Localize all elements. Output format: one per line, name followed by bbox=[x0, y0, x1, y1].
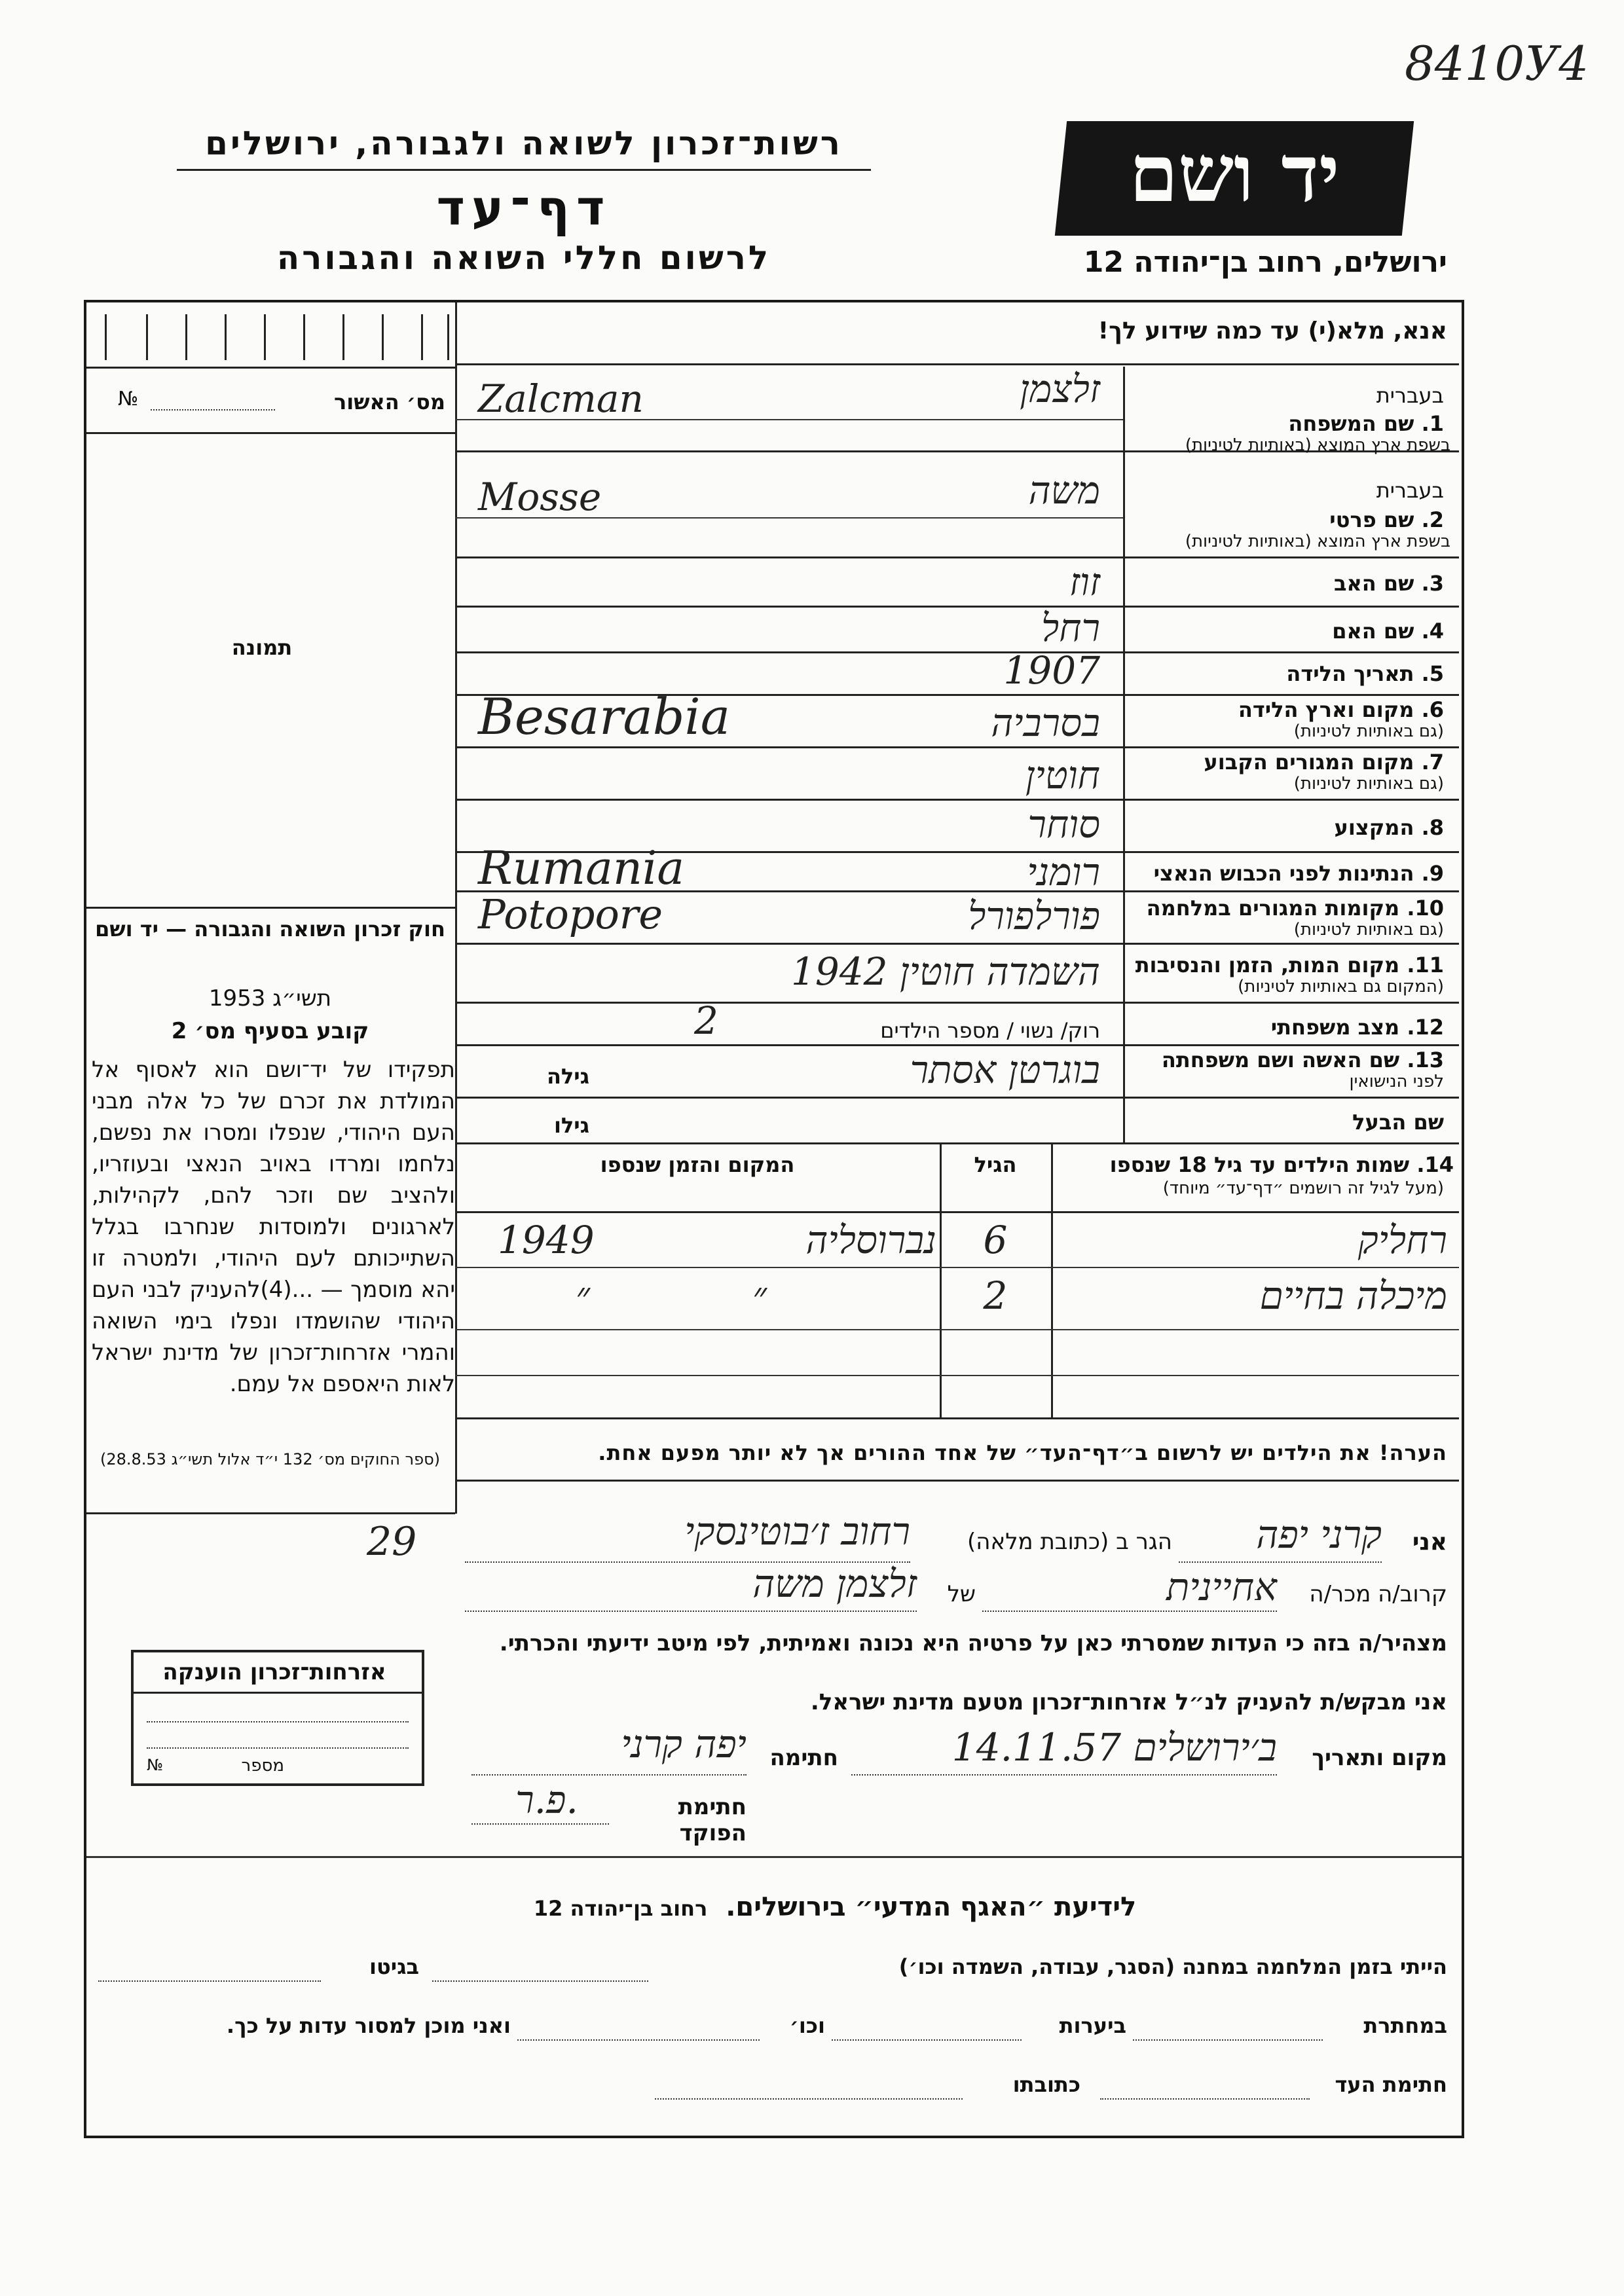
marital-options: רוק/ נשוי / מספר הילדים bbox=[880, 1018, 1100, 1043]
form-subtitle: לרשום חללי השואה והגבורה bbox=[276, 239, 771, 277]
field-6-sub: (גם באותיות לטיניות) bbox=[1293, 721, 1444, 741]
field-6-label: 6. מקום וארץ הלידה bbox=[1238, 697, 1444, 722]
birth-place-latin[interactable]: Besarabia bbox=[478, 687, 731, 746]
label-column-divider bbox=[1123, 367, 1125, 1142]
field-11-label: 11. מקום המות, הזמן והנסיבות bbox=[1135, 953, 1444, 977]
field-12-label: 12. מצב משפחתי bbox=[1270, 1015, 1444, 1040]
field-8-label: 8. המקצוע bbox=[1334, 815, 1444, 840]
child-1-name[interactable]: רחליק bbox=[1357, 1218, 1447, 1262]
child-1-place[interactable]: נברוסליה bbox=[805, 1218, 936, 1262]
husband-label: שם הבעל bbox=[1352, 1110, 1444, 1135]
law-reference: (ספר החוקים מס׳ 132 י״ד אלול תשי״ג 28.8.53) bbox=[100, 1450, 441, 1468]
child-2-place[interactable]: ״ bbox=[752, 1273, 767, 1318]
archive-number: 8410У4 bbox=[1405, 36, 1589, 91]
field-2-sub: בשפת ארץ המוצא (באותיות לטיניות) bbox=[1185, 532, 1450, 551]
declarant-address[interactable]: רחוב ז׳בוטינסקי bbox=[684, 1509, 910, 1554]
officer-signature[interactable]: פ.ר. bbox=[515, 1777, 578, 1822]
first-name-hebrew[interactable]: משה bbox=[1028, 468, 1100, 513]
wartime-residence[interactable]: פורלפורל bbox=[968, 894, 1100, 938]
footer-forests-label: ביערות bbox=[1059, 2013, 1126, 2038]
citizenship-request: אני מבקש/ת להעניק לנ״ל אזרחות־זכרון מטעם מדינת ישראל. bbox=[810, 1689, 1447, 1715]
field-10-sub: (גם באותיות לטיניות) bbox=[1293, 920, 1444, 939]
wife-age-label: גילה bbox=[546, 1064, 589, 1089]
mother-name[interactable]: רחל bbox=[1041, 606, 1100, 650]
place-date-label: מקום ותאריך bbox=[1312, 1745, 1447, 1771]
form-title: דף־עד bbox=[436, 180, 612, 236]
first-name-latin[interactable]: Mosse bbox=[478, 475, 602, 519]
law-section: קובע בסעיף מס׳ 2 bbox=[171, 1018, 369, 1044]
citizenship[interactable]: רומני bbox=[1027, 850, 1100, 894]
law-text: תפקידו של יד־ושם הוא לאסוף אל המולדת את זכרם של כל אלה מבני העם היהודי, שנפלו ומסרו את נפשם, נלחמו ומרדו באויב הנאצי ובעוזריו, ולהציב שם וזכר להם, לקהילות, לארגונים ולמוסדות שנחרבו בגלל השתייכותם לעם היהודי, ולמטרה זו יהא מוסמך — ...(4)להעניק לבני העם היהודי שהושמדו ונפלו בימי השואה והמרי אזרחות־זכרון של מדינת ישראל לאות היאספם אל עמם. bbox=[92, 1057, 455, 1397]
field-1-sub: בשפת ארץ המוצא (באותיות לטיניות) bbox=[1185, 435, 1450, 455]
husband-age-label: גילו bbox=[553, 1113, 589, 1138]
intro-text: אנא, מלא(י) עד כמה שידוע לך! bbox=[1098, 318, 1447, 344]
children-sub: (מעל לגיל זה רושמים ״דף־עד״ מיוחד) bbox=[1162, 1178, 1444, 1198]
approval-label: מס׳ האשור bbox=[333, 390, 445, 414]
footer-underground-label: במחתרת bbox=[1363, 2013, 1447, 2038]
approval-no-symbol: № bbox=[118, 388, 139, 410]
relative-label: קרוב/ה מכר/ה bbox=[1309, 1581, 1447, 1607]
family-name-latin[interactable]: Zalcman bbox=[478, 376, 644, 421]
footer-title: לידיעת ״האגף המדעי״ בירושלים. רחוב בן־יהודה 12 bbox=[533, 1892, 1137, 1922]
residence[interactable]: חוטין bbox=[1025, 753, 1100, 797]
field-13-sub: לפני הנישואין bbox=[1349, 1072, 1444, 1091]
child-1-age[interactable]: 6 bbox=[983, 1218, 1008, 1262]
footer-etc-label: וכו׳ bbox=[789, 2013, 825, 2038]
victim-name-repeat[interactable]: זלצמן משה bbox=[752, 1561, 917, 1606]
intro-rule bbox=[455, 363, 1459, 365]
child-2-age[interactable]: 2 bbox=[983, 1273, 1008, 1318]
place-date[interactable]: ב׳ירושלים 14.11.57 bbox=[951, 1725, 1277, 1770]
underground-field[interactable] bbox=[1133, 2039, 1323, 2041]
relation[interactable]: אחיינית bbox=[1166, 1565, 1277, 1609]
declarant-name[interactable]: קרני יפה bbox=[1256, 1512, 1382, 1557]
certificate-box bbox=[131, 1650, 424, 1786]
birth-place-hebrew[interactable]: בסרביה bbox=[991, 701, 1100, 745]
field-1-label: 1. שם המשפחה bbox=[1288, 411, 1444, 436]
declaration-statement: מצהיר/ה בזה כי העדות שמסרתי כאן על פרטיה היא נכונה ואמיתית, לפי מיטב ידיעתי והכרתי. bbox=[499, 1630, 1447, 1656]
certificate-no-symbol: № bbox=[147, 1756, 163, 1774]
code-boxes bbox=[105, 314, 449, 360]
children-count[interactable]: 2 bbox=[694, 998, 718, 1043]
signature[interactable]: יפה קרני bbox=[621, 1722, 747, 1766]
officer-label: חתימת הפוקד bbox=[678, 1794, 747, 1846]
left-column-divider bbox=[455, 302, 457, 1514]
field-11-sub: (המקום גם באותיות לטיניות) bbox=[1238, 977, 1444, 996]
field-9-label: 9. הנתינות לפני הכבוש הנאצי bbox=[1153, 861, 1444, 886]
certificate-label: אזרחות־זכרון הוענקה bbox=[162, 1659, 386, 1685]
children-label: 14. שמות הילדים עד גיל 18 שנספו bbox=[1109, 1152, 1454, 1177]
of-label: של bbox=[947, 1581, 976, 1607]
wartime-residence-latin[interactable]: Potopore bbox=[478, 890, 663, 938]
witness-address-field[interactable] bbox=[655, 2098, 963, 2100]
field-7-label: 7. מקום המגורים הקבוע bbox=[1204, 750, 1444, 774]
field-13-label: 13. שם האשה ושם משפחתה bbox=[1161, 1048, 1444, 1072]
camp-field[interactable] bbox=[432, 1980, 648, 1982]
resident-label: הגר ב (כתובת מלאה) bbox=[967, 1529, 1172, 1555]
child-1-year[interactable]: 1949 bbox=[498, 1218, 595, 1262]
logo-text: יד ושם bbox=[1129, 128, 1340, 220]
signature-label: חתימה bbox=[769, 1745, 838, 1771]
field-2-hebrew-label: בעברית bbox=[1376, 478, 1444, 503]
field-3-label: 3. שם האב bbox=[1333, 571, 1444, 596]
certificate-no-label: מספר bbox=[241, 1756, 284, 1776]
profession[interactable]: סוחר bbox=[1027, 802, 1100, 847]
logo-address: ירושלים, רחוב בן־יהודה 12 bbox=[1083, 246, 1447, 279]
witness-signature-field[interactable] bbox=[1100, 2098, 1310, 2100]
approval-field[interactable] bbox=[151, 409, 275, 410]
note: הערה! את הילדים יש לרשום ב״דף־העד״ של אחד ההורים אך לא יותר מפעם אחת. bbox=[598, 1440, 1447, 1465]
footer-camp-label: הייתי בזמן המלחמה במחנה (הסגר, עבודה, השמדה וכו׳) bbox=[898, 1954, 1447, 1979]
footer-address-label: כתובתו bbox=[1012, 2072, 1080, 2097]
photo-label: תמונה bbox=[231, 635, 293, 660]
field-2-label: 2. שם פרטי bbox=[1329, 507, 1444, 532]
death-circumstances[interactable]: השמדה חוטין 1942 bbox=[790, 949, 1100, 994]
footer-ghetto-label: בגיטו bbox=[369, 1954, 419, 1979]
field-1-hebrew-label: בעברית bbox=[1376, 383, 1444, 408]
ghetto-field[interactable] bbox=[98, 1980, 321, 1982]
place-header: המקום והזמן שנספו bbox=[600, 1152, 795, 1177]
father-name[interactable]: זוז bbox=[1069, 560, 1100, 604]
citizenship-latin[interactable]: Rumania bbox=[478, 841, 685, 895]
margin-number: 29 bbox=[367, 1519, 417, 1565]
authority-name: רשות־זכרון לשואה ולגבורה, ירושלים bbox=[205, 124, 843, 162]
header-rule bbox=[177, 169, 871, 171]
field-7-sub: (גם באותיות לטיניות) bbox=[1293, 774, 1444, 793]
birth-date[interactable]: 1907 bbox=[1003, 648, 1100, 693]
child-2-year[interactable]: ״ bbox=[575, 1273, 591, 1318]
forests-field[interactable] bbox=[832, 2039, 1022, 2041]
child-2-name[interactable]: מיכלה בחיים bbox=[1259, 1273, 1447, 1318]
footer-testimony-text: ואני מוכן למסור עדות על כך. bbox=[226, 2013, 511, 2038]
footer-witness-signature-label: חתימת העד bbox=[1335, 2072, 1447, 2097]
field-5-label: 5. תאריך הלידה bbox=[1286, 661, 1444, 686]
i-label: אני bbox=[1412, 1529, 1447, 1556]
age-header: הגיל bbox=[974, 1152, 1017, 1177]
law-year: תשי״ג 1953 bbox=[208, 985, 332, 1011]
field-4-label: 4. שם האם bbox=[1332, 619, 1444, 644]
family-name-hebrew[interactable]: זלצמן bbox=[1020, 367, 1100, 411]
footer-divider bbox=[86, 1856, 1462, 1858]
law-title: חוק זכרון השואה והגבורה — יד ושם bbox=[95, 917, 445, 941]
field-10-label: 10. מקומות המגורים במלחמה bbox=[1146, 896, 1444, 920]
etc-field[interactable] bbox=[517, 2039, 760, 2041]
wife-name[interactable]: בוגרטן אסתר bbox=[910, 1048, 1100, 1092]
